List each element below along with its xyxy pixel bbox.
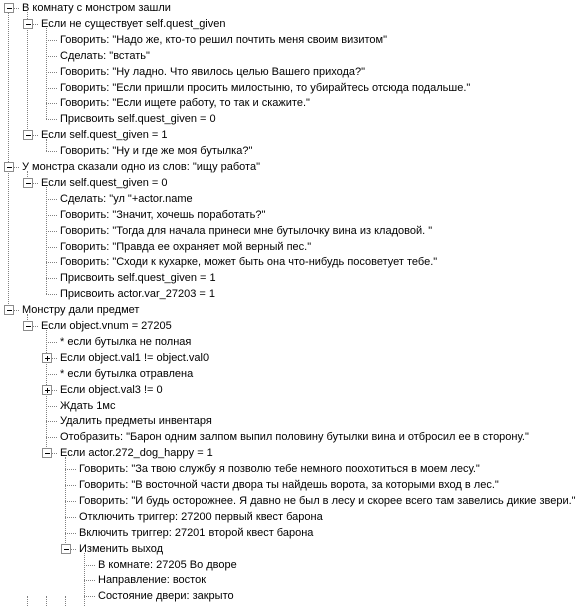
tree-node[interactable]	[0, 239, 586, 255]
expand-icon[interactable]	[42, 385, 52, 395]
tree-node-label: Состояние двери: закрыто	[98, 590, 234, 603]
tree-node[interactable]	[0, 270, 586, 286]
tree-connector-horizontal	[46, 406, 57, 407]
tree-node-label: Если self.quest_given = 1	[41, 129, 168, 142]
tree-node-label: Удалить предметы инвентаря	[60, 415, 212, 428]
tree-node-label: Если не существует self.quest_given	[41, 17, 226, 30]
tree-node-label: Говорить: "Надо же, кто-то решил почтить меня своим визитом"	[60, 33, 387, 46]
tree-node[interactable]	[0, 525, 586, 541]
tree-node[interactable]	[0, 350, 586, 366]
tree-node-label: Если object.val1 != object.val0	[60, 351, 210, 364]
tree-node[interactable]	[0, 0, 586, 16]
tree-connector-horizontal	[46, 119, 57, 120]
tree-node[interactable]	[0, 461, 586, 477]
tree-node[interactable]	[0, 95, 586, 111]
collapse-icon[interactable]	[23, 130, 33, 140]
tree-node[interactable]	[0, 302, 586, 318]
tree-node[interactable]	[0, 382, 586, 398]
tree-node-label: Говорить: "Значит, хочешь поработать?"	[60, 208, 266, 221]
tree-node[interactable]	[0, 429, 586, 445]
tree-node-label: Включить триггер: 27201 второй квест барона	[79, 526, 314, 539]
tree-node[interactable]	[0, 111, 586, 127]
tree-node[interactable]	[0, 223, 586, 239]
tree-connector-horizontal	[46, 151, 57, 152]
tree-connector-horizontal	[65, 485, 76, 486]
tree-node-label: Изменить выход	[79, 542, 164, 555]
tree-node-label: Отключить триггер: 27200 первый квест барона	[79, 510, 323, 523]
tree-node[interactable]	[0, 175, 586, 191]
tree-connector-horizontal	[65, 469, 76, 470]
tree-node[interactable]	[0, 64, 586, 80]
tree-connector-horizontal	[46, 247, 57, 248]
tree-node-label: Говорить: "В восточной части двора ты найдешь ворота, за которыми вход в лес."	[79, 479, 499, 491]
tree-node[interactable]	[0, 159, 586, 175]
tree-node[interactable]	[0, 445, 586, 461]
tree-node[interactable]	[0, 143, 586, 159]
tree-node-label: Направление: восток	[98, 574, 207, 587]
tree-node-label: Сделать: "встать"	[60, 49, 150, 62]
tree-node-label: Если actor.272_dog_happy = 1	[60, 447, 213, 460]
tree-node-label: Говорить: "И будь осторожнее. Я давно не был в лесу и скорее всего там завелись дикие звери."	[79, 494, 576, 507]
tree-node[interactable]	[0, 509, 586, 525]
tree-connector-horizontal	[46, 294, 57, 295]
tree-connector-horizontal	[84, 565, 95, 566]
collapse-icon[interactable]	[23, 321, 33, 331]
tree-node-label: Присвоить actor.var_27203 = 1	[60, 288, 216, 301]
tree-connector-horizontal	[46, 40, 57, 41]
tree-node-label: Говорить: "Тогда для начала принеси мне бутылочку вина из кладовой. "	[60, 224, 433, 237]
tree-node-label: Отобразить: "Барон одним залпом выпил половину бутылки вина и отбросил ее в сторону."	[60, 431, 529, 444]
tree-connector-horizontal	[84, 596, 95, 597]
tree-connector-horizontal	[46, 262, 57, 263]
tree-node[interactable]	[0, 334, 586, 350]
tree-node-label: Если self.quest_given = 0	[41, 176, 168, 189]
tree-connector-horizontal	[46, 374, 57, 375]
tree-connector-horizontal	[46, 421, 57, 422]
tree-node[interactable]	[0, 318, 586, 334]
collapse-icon[interactable]	[23, 178, 33, 188]
tree-connector-horizontal	[46, 231, 57, 232]
expand-icon[interactable]	[42, 353, 52, 363]
tree-node-label: * если бутылка отравлена	[60, 367, 194, 380]
tree-node-label: Говорить: "Сходи к кухарке, может быть она что-нибудь посоветует тебе."	[60, 256, 438, 269]
collapse-icon[interactable]	[61, 544, 71, 554]
tree-connector-horizontal	[46, 278, 57, 279]
tree-connector-horizontal	[46, 342, 57, 343]
tree-node[interactable]	[0, 16, 586, 32]
tree-node[interactable]	[0, 541, 586, 557]
tree-connector-horizontal	[46, 215, 57, 216]
tree-node-label: У монстра сказали одно из слов: "ищу работа"	[22, 161, 260, 173]
tree-node-label: Говорить: "Ну и где же моя бутылка?"	[60, 145, 253, 158]
tree-node[interactable]	[0, 127, 586, 143]
tree-connector-horizontal	[65, 501, 76, 502]
collapse-icon[interactable]	[42, 448, 52, 458]
tree-node[interactable]	[0, 286, 586, 302]
tree-node-label: Говорить: "За твою службу я позволю тебе немного поохотиться в моем лесу."	[79, 463, 480, 476]
tree-node-label: Ждать 1мс	[60, 399, 116, 412]
collapse-icon[interactable]	[4, 305, 14, 315]
tree-node[interactable]	[0, 254, 586, 270]
tree-node-label: Сделать: "ул "+actor.name	[60, 192, 193, 205]
collapse-icon[interactable]	[4, 3, 14, 13]
tree-node[interactable]	[0, 588, 586, 604]
tree-node[interactable]	[0, 32, 586, 48]
tree-connector-horizontal	[65, 517, 76, 518]
tree-node[interactable]	[0, 80, 586, 96]
tree-node[interactable]	[0, 572, 586, 588]
tree-connector-horizontal	[65, 533, 76, 534]
tree-node-label: Говорить: "Ну ладно. Что явилось целью Вашего прихода?"	[60, 65, 366, 78]
collapse-icon[interactable]	[23, 19, 33, 29]
tree-node-label: Говорить: "Если пришли просить милостыню, то убирайтесь отсюда подальше."	[60, 81, 471, 94]
tree-node-label: Если object.val3 != 0	[60, 383, 163, 396]
tree-node[interactable]	[0, 48, 586, 64]
tree-node[interactable]	[0, 398, 586, 414]
tree-node[interactable]	[0, 413, 586, 429]
tree-node[interactable]	[0, 477, 586, 493]
tree-node-label: Присвоить self.quest_given = 1	[60, 272, 216, 285]
tree-connector-horizontal	[46, 199, 57, 200]
tree-node-label: Говорить: "Правда ее охраняет мой верный пес."	[60, 240, 312, 253]
tree-node[interactable]	[0, 557, 586, 573]
collapse-icon[interactable]	[4, 162, 14, 172]
tree-connector-horizontal	[46, 103, 57, 104]
tree-node[interactable]	[0, 493, 586, 509]
tree-node[interactable]	[0, 366, 586, 382]
tree-connector-horizontal	[84, 580, 95, 581]
tree-connector-horizontal	[46, 56, 57, 57]
tree-node-label: В комнате: 27205 Во дворе	[98, 558, 237, 571]
tree-node-label: * если бутылка не полная	[60, 335, 192, 348]
tree-node[interactable]	[0, 191, 586, 207]
tree-connector-horizontal	[46, 88, 57, 89]
tree-node-label: Говорить: "Если ищете работу, то так и скажите."	[60, 97, 310, 110]
tree-connector-horizontal	[46, 437, 57, 438]
tree-node-label: Присвоить self.quest_given = 0	[60, 113, 216, 126]
tree-node-label: В комнату с монстром зашли	[22, 2, 171, 14]
tree-node-label: Если object.vnum = 27205	[41, 320, 172, 332]
tree-node-label: Монстру дали предмет	[22, 304, 140, 317]
tree-connector-horizontal	[46, 72, 57, 73]
tree-node[interactable]	[0, 207, 586, 223]
